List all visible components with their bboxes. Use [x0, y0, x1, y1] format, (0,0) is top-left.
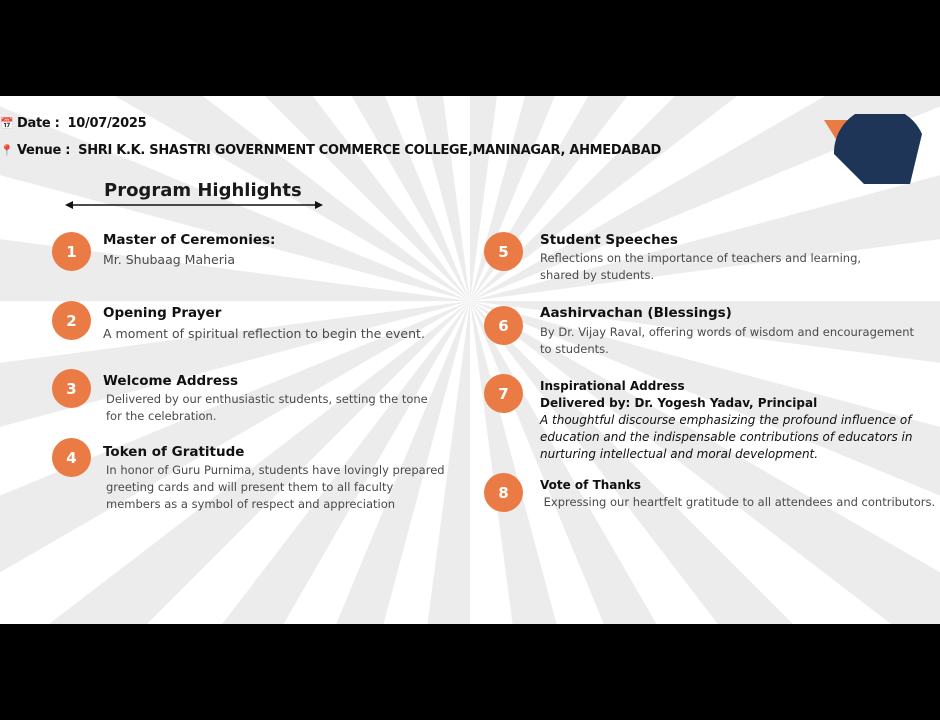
logo [790, 114, 930, 194]
item-5-title: Student Speeches [540, 232, 678, 248]
item-3-desc: Delivered by our enthusiastic students, setting the tone for the celebration. [106, 392, 428, 423]
venue-label: Venue : [17, 143, 71, 158]
date-value: 10/07/2025 [67, 116, 147, 131]
item-7-desc: A thoughtful discourse emphasizing the profound influence of education and the indispensable contributions of educators in nurturing intellectual and moral development. [540, 413, 913, 461]
item-7-delivered-by: Delivered by: Dr. Yogesh Yadav, Principal [540, 396, 818, 410]
item-1-title: Master of Ceremonies: [103, 232, 276, 248]
item-1-desc: Mr. Shubaag Maheria [103, 252, 235, 267]
item-7-number: 7 [484, 374, 523, 413]
item-4-number: 4 [52, 438, 91, 477]
item-6-desc: By Dr. Vijay Raval, offering words of wisdom and encouragement to students. [540, 325, 915, 356]
item-2-number: 2 [52, 301, 91, 340]
item-3-number: 3 [52, 369, 91, 408]
double-arrow-icon [64, 198, 324, 212]
item-1-number: 1 [52, 232, 91, 271]
logo-navy-shape [834, 114, 922, 184]
item-3-title: Welcome Address [103, 373, 239, 389]
date-label: Date : [17, 116, 60, 131]
item-2-title: Opening Prayer [103, 305, 222, 321]
item-7-title: Inspirational Address [540, 379, 685, 393]
venue-value: SHRI K.K. SHASTRI GOVERNMENT COMMERCE COLLEGE,MANINAGAR, AHMEDABAD [78, 143, 661, 158]
slide [0, 96, 940, 624]
item-6-number: 6 [484, 306, 523, 345]
item-5-number: 5 [484, 232, 523, 271]
calendar-icon: 📅 [0, 117, 14, 130]
program-highlights-title: Program Highlights [104, 180, 302, 201]
item-8-title: Vote of Thanks [540, 478, 642, 492]
item-5-desc: Reflections on the importance of teachers and learning, shared by students. [540, 251, 862, 282]
item-4-title: Token of Gratitude [103, 444, 245, 460]
event-date [0, 116, 146, 131]
event-venue [0, 143, 661, 158]
item-8-number: 8 [484, 473, 523, 512]
item-4-desc: In honor of Guru Purnima, students have lovingly prepared greeting cards and will present them to all faculty members as a symbol of respect and appreciation [106, 463, 445, 511]
item-6-title: Aashirvachan (Blessings) [540, 305, 732, 321]
item-2-desc: A moment of spiritual reflection to begin the event. [103, 326, 425, 341]
item-8-desc: Expressing our heartfelt gratitude to all attendees and contributors. [540, 495, 936, 509]
pin-icon: 📍 [0, 144, 14, 157]
